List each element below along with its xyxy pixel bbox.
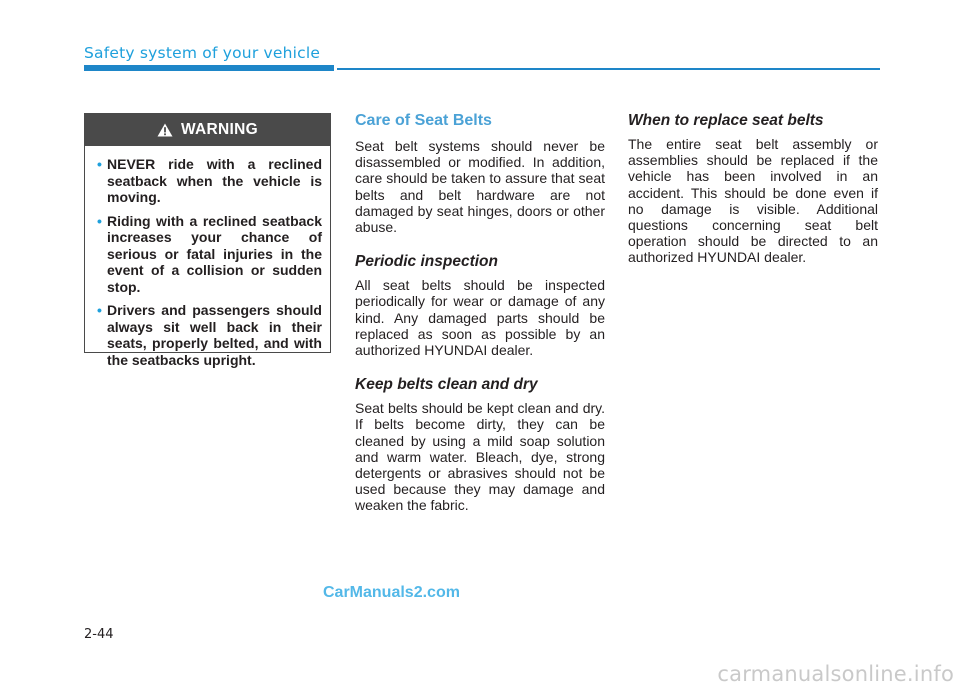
section-title: Safety system of your vehicle [84,44,321,62]
warning-triangle-icon [157,123,173,137]
care-body: Seat belt systems should never be disassembled or modified. In addition, care should be taken to assure that seat belts and belt hardware are not damaged by seat hinges, doors or other abuse. [355,138,605,236]
footer-watermark: carmanualsonline.info [717,662,954,686]
periodic-body: All seat belts should be inspected periodically for wear or damage of any kind. Any damaged parts should be replaced as soon as possible by an authorized HYUNDAI dealer. [355,277,605,359]
warning-header [85,114,330,146]
clean-heading: Keep belts clean and dry [355,376,538,394]
care-heading: Care of Seat Belts [355,112,492,129]
page-number: 2-44 [84,627,114,642]
warning-item: • Riding with a reclined seatback increases your chance of serious or fatal injuries in the event of a collision or sudden stop. [97,212,322,295]
clean-body: Seat belts should be kept clean and dry. If belts become dirty, they can be cleaned by using a mild soap solution and warm water. Bleach, dye, strong detergents or abrasives should not be used because they may damage and weaken the fabric. [355,400,605,514]
header-rule-thin [337,68,880,70]
warning-list [85,146,330,368]
header-rule-thick [84,65,334,71]
bullet-icon: • [97,156,102,172]
right-column [628,112,878,284]
warning-label: WARNING [180,121,258,138]
warning-item: • Drivers and passengers should always sit well back in their seats, properly belted, and with the seatbacks upright. [97,302,322,368]
bullet-icon: • [97,302,102,318]
warning-box [84,113,331,368]
bullet-icon: • [97,212,102,229]
watermark-link[interactable]: CarManuals2.com [323,584,460,601]
replace-heading: When to replace seat belts [628,112,824,129]
warning-item: • NEVER ride with a reclined seatback when the vehicle is moving. [97,156,322,205]
replace-body: The entire seat belt assembly or assemblies should be replaced if the vehicle has been involved in an accident. This should be done even if no damage is visible. Additional questions concerning seat belt operation should be directed to an authorized HYUNDAI dealer. [628,136,878,266]
middle-column [355,112,605,532]
periodic-heading: Periodic inspection [355,253,498,271]
